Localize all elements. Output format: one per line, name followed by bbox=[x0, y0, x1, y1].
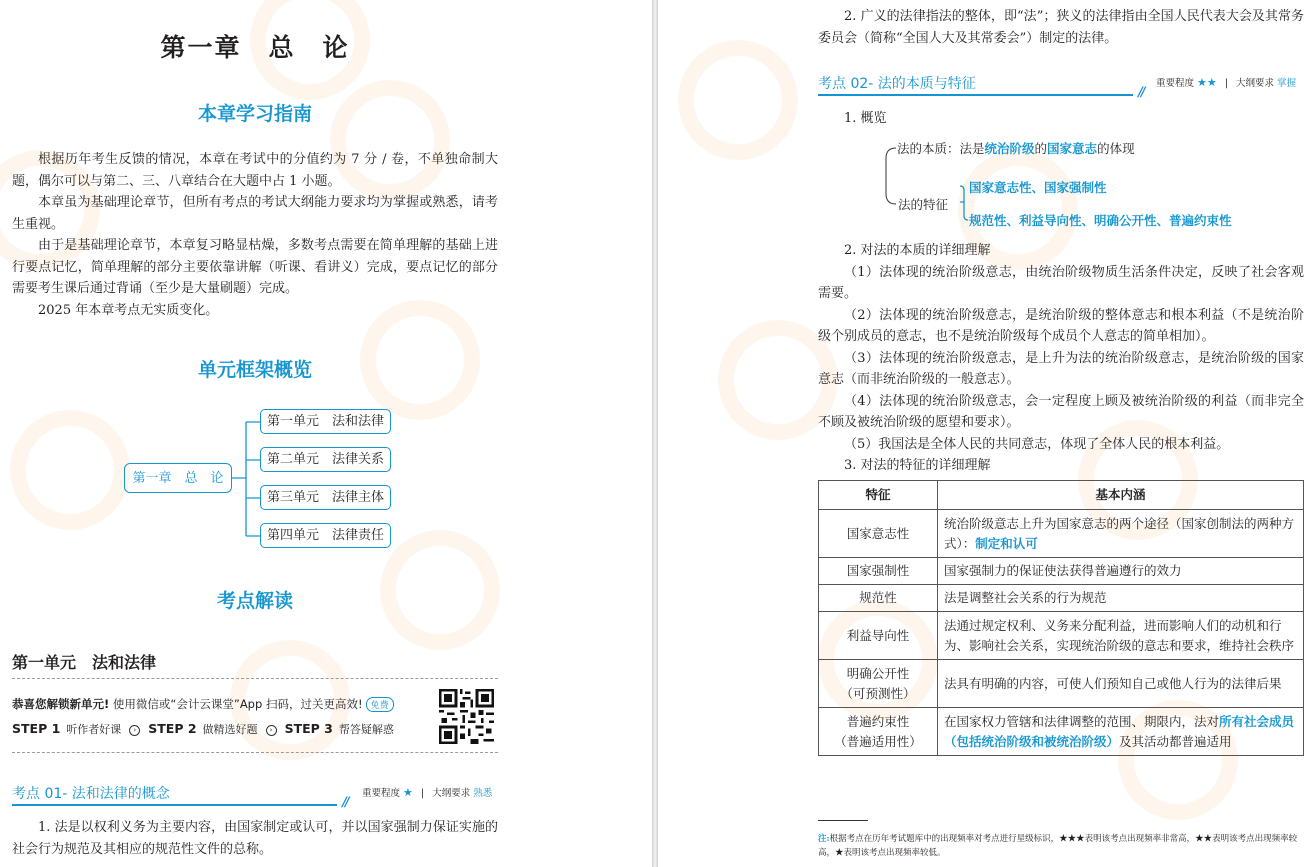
essence-line: 法的本质：法是统治阶级的国家意志的体现 bbox=[897, 141, 1135, 156]
essence-feature-diagram bbox=[880, 138, 1280, 238]
footnote-text: 根据考点在历年考试题库中的出现频率对考点进行星级标识，★★★表明该考点出现频率非常高，★★表明该考点出现频率较高，★表明该考点出现频率较低。 bbox=[818, 834, 1298, 858]
kp01-meta: 重要程度 ★ | 大纲要求 熟悉 bbox=[362, 786, 493, 799]
guide-paragraph: 本章虽为基础理论章节，但所有考点的考试大纲能力要求均为掌握或熟悉，请考生重视。 bbox=[12, 195, 498, 232]
step-desc: 听作者好课 bbox=[66, 723, 122, 736]
divider bbox=[12, 752, 498, 753]
importance-label: 重要程度 bbox=[362, 788, 401, 799]
feature-cell: 国家强制性 bbox=[819, 558, 938, 585]
essence-highlight: 统治阶级 bbox=[984, 141, 1035, 156]
table-header: 特征 bbox=[819, 481, 938, 510]
feature-line-1: 国家意志性、国家强制性 bbox=[969, 180, 1107, 195]
requirement-value: 熟悉 bbox=[473, 788, 493, 799]
feature-cell: 明确公开性 （可预测性） bbox=[819, 660, 938, 708]
requirement-label: 大纲要求 bbox=[1236, 78, 1275, 89]
chevron-right-icon: › bbox=[266, 725, 277, 736]
meaning-cell: 法具有明确的内容，可使人们预知自己或他人行为的法律后果 bbox=[938, 660, 1304, 708]
kp02-meta: 重要程度 ★★ | 大纲要求 掌握 bbox=[1156, 76, 1297, 89]
promo-text: 使用微信或“会计云课堂”App 扫码，过关更高效! bbox=[109, 697, 363, 711]
guide-paragraph: 根据历年考生反馈的情况，本章在考试中的分值约为 7 分 / 卷，不单独命制大题，偶尔可以与第二、三、八章结合在大题中占 1 小题。 bbox=[12, 152, 498, 189]
broad-law-text bbox=[818, 6, 1304, 49]
footnote-label: 注: bbox=[818, 834, 830, 844]
chapter-title: 第一章 总 论 bbox=[160, 33, 350, 62]
star-icon: ★ bbox=[403, 786, 413, 799]
guide-paragraph: 2025 年本章考点无实质变化。 bbox=[38, 302, 219, 318]
framework-heading: 单元框架概览 bbox=[197, 359, 312, 381]
framework-unit-2: 第二单元 法律关系 bbox=[260, 447, 391, 472]
table-row bbox=[819, 708, 1304, 756]
meaning-highlight: 所有社会成员（包括统治阶级和被统治阶级） bbox=[944, 713, 1295, 749]
essence-detail-label: 2. 对法的本质的详细理解 bbox=[844, 243, 991, 258]
qr-code-icon[interactable] bbox=[439, 689, 494, 744]
feature-cell: 国家意志性 bbox=[819, 510, 938, 558]
requirement-value: 掌握 bbox=[1277, 78, 1297, 89]
meaning-cell: 在国家权力管辖和法律调整的范围、期限内，法对所有社会成员（包括统治阶级和被统治阶级）及其活动都普遍适用 bbox=[938, 708, 1304, 756]
promo-line bbox=[12, 696, 394, 712]
table-header-row bbox=[819, 481, 1304, 510]
meaning-cell: 统治阶级意志上升为国家意志的两个途径（国家创制法的两种方式）：制定和认可 bbox=[938, 510, 1304, 558]
free-badge: 免费 bbox=[366, 697, 394, 712]
reading-heading: 考点解读 bbox=[216, 590, 293, 612]
essence-detail bbox=[818, 240, 1304, 477]
table-row bbox=[819, 660, 1304, 708]
feature-label: 法的特征 bbox=[898, 197, 949, 212]
framework-root: 第一章 总 论 bbox=[124, 463, 232, 493]
feature-detail-label: 3. 对法的特征的详细理解 bbox=[844, 458, 991, 473]
table-row bbox=[819, 585, 1304, 612]
meaning-cell: 法是调整社会关系的行为规范 bbox=[938, 585, 1304, 612]
kp01-title: 考点 01- 法和法律的概念 bbox=[12, 786, 170, 802]
kp01-bar bbox=[12, 783, 500, 810]
step-label: STEP 1 bbox=[12, 721, 61, 736]
feature-line-2: 规范性、利益导向性、明确公开性、普遍约束性 bbox=[969, 213, 1232, 228]
kp02-title: 考点 02- 法的本质与特征 bbox=[818, 76, 976, 92]
framework-unit-3: 第三单元 法律主体 bbox=[260, 485, 391, 510]
table-row bbox=[819, 510, 1304, 558]
star-icon: ★★ bbox=[1197, 76, 1217, 89]
step-label: STEP 3 bbox=[284, 721, 333, 736]
footnote bbox=[818, 832, 1306, 860]
feature-cell: 规范性 bbox=[819, 585, 938, 612]
guide-paragraph: 由于是基础理论章节，本章复习略显枯燥，多数考点需要在简单理解的基础上进行要点记忆，简单理解的部分主要依靠讲解（听课、看讲义）完成，要点记忆的部分需要考生课后通过背诵（至少是大量刷题）完成。 bbox=[12, 238, 498, 296]
promo-bold: 恭喜您解锁新单元! bbox=[12, 697, 110, 711]
framework-unit-4: 第四单元 法律责任 bbox=[260, 523, 391, 548]
table-header: 基本内涵 bbox=[938, 481, 1304, 510]
essence-item: （4）法体现的统治阶级意志，会一定程度上顾及被统治阶级的利益（而非完全不顾及被统治阶级的愿望和要求）。 bbox=[818, 393, 1304, 430]
footnote-divider bbox=[818, 820, 868, 821]
overview-label: 1. 概览 bbox=[844, 111, 887, 126]
guide-heading: 本章学习指南 bbox=[197, 103, 312, 125]
kp02-bar bbox=[818, 73, 1306, 100]
step-desc: 帮答疑解惑 bbox=[338, 723, 394, 736]
essence-item: （3）法体现的统治阶级意志，是上升为法的统治阶级意志，是统治阶级的国家意志（而非统治阶级的一般意志）。 bbox=[818, 350, 1304, 387]
feature-cell: 利益导向性 bbox=[819, 612, 938, 660]
left-page bbox=[0, 0, 652, 867]
meaning-cell: 国家强制力的保证使法获得普遍遵行的效力 bbox=[938, 558, 1304, 585]
kp01-paragraph: 1. 法是以权利义务为主要内容，由国家制定或认可，并以国家强制力保证实施的社会行为规范及其相应的规范性文件的总称。 bbox=[12, 820, 498, 857]
unit-heading: 第一单元 法和法律 bbox=[12, 653, 157, 672]
essence-item: （2）法体现的统治阶级意志，是统治阶级的整体意志和根本利益（不是统治阶级个别成员的意志，也不是统治阶级每个成员个人意志的简单相加）。 bbox=[818, 307, 1304, 344]
kp01-underline bbox=[12, 804, 337, 806]
framework-unit-1: 第一单元 法和法律 bbox=[260, 409, 391, 434]
slash-icon: // bbox=[342, 795, 348, 810]
paragraph: 2. 广义的法律指法的整体，即“法”；狭义的法律指由全国人民代表大会及其常务委员会（简称“全国人大及其常委会”）制定的法律。 bbox=[818, 9, 1304, 46]
feature-cell: 普遍约束性 （普遍适用性） bbox=[819, 708, 938, 756]
chevron-right-icon: › bbox=[129, 725, 140, 736]
slash-icon: // bbox=[1138, 85, 1144, 100]
feature-table bbox=[818, 480, 1304, 756]
essence-highlight: 国家意志 bbox=[1047, 141, 1098, 156]
essence-item: （5）我国法是全体人民的共同意志，体现了全体人民的根本利益。 bbox=[844, 436, 1230, 452]
step-desc: 做精选好题 bbox=[202, 723, 258, 736]
divider bbox=[12, 678, 498, 679]
step-label: STEP 2 bbox=[148, 721, 197, 736]
kp01-text bbox=[12, 817, 498, 860]
overview-label-wrap bbox=[818, 108, 1304, 130]
meaning-highlight: 制定和认可 bbox=[975, 535, 1038, 551]
watermark-logo bbox=[10, 410, 130, 530]
meaning-cell: 法通过规定权利、义务来分配利益，进而影响人们的动机和行为、影响社会关系，实现统治阶级的意志和要求，维持社会秩序 bbox=[938, 612, 1304, 660]
table-row bbox=[819, 558, 1304, 585]
essence-item: （1）法体现的统治阶级意志，由统治阶级物质生活条件决定，反映了社会客观需要。 bbox=[818, 264, 1304, 301]
watermark-logo bbox=[678, 40, 798, 160]
guide-text bbox=[12, 149, 498, 321]
kp02-underline bbox=[818, 94, 1133, 96]
steps-row bbox=[12, 721, 402, 737]
requirement-label: 大纲要求 bbox=[432, 788, 471, 799]
importance-label: 重要程度 bbox=[1156, 78, 1195, 89]
table-row bbox=[819, 612, 1304, 660]
framework-connectors bbox=[230, 410, 262, 540]
